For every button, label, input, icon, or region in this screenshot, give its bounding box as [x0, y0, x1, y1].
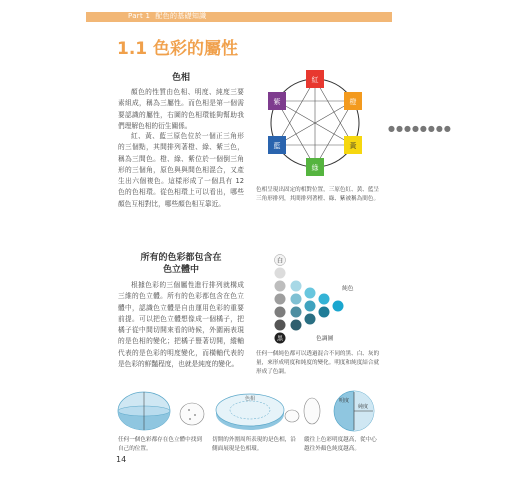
solid-heading-line-1: 所有的色彩都包含在: [140, 253, 222, 263]
pure-color-dot: [333, 301, 344, 312]
tone-grid: [291, 281, 344, 331]
hue-heading: 色相: [171, 73, 190, 83]
label-hue: 色相: [244, 396, 256, 402]
orange-half-illustration: [304, 398, 320, 424]
running-header: [128, 11, 206, 21]
swatch-purple: [268, 92, 286, 110]
solid-heading-line-2: 色立體中: [162, 265, 199, 275]
label-lightness: 明度: [338, 398, 349, 404]
hue-caption: 色相呈現出固定的相對位置，三原色紅、黃、藍呈三角形排列，其間排列著橙、綠、紫被稱為間色。: [256, 187, 380, 202]
swatch-orange: [344, 92, 362, 110]
page-number: 14: [116, 455, 127, 464]
label-green: 綠: [311, 164, 319, 172]
section-heading: [117, 34, 238, 59]
hue-paragraph-1: 顏色的性質由色相、明度、純度三要素組成，稱為三屬性。而色相是第一個需要認識的屬性，右圖的色相環能夠幫助我們理解色相的衍生關係。: [118, 88, 244, 130]
section-number: 1.1: [117, 39, 148, 59]
solid-caption: 任何一個純色都可以透過混合不同的黑、白、灰的量，來形成明度和純度的變化。明度和純度結合就形成了色調。: [256, 351, 380, 375]
grayscale-column: [275, 255, 286, 344]
part-label: Part 1: [128, 12, 151, 20]
label-red: 紅: [311, 76, 319, 84]
diagram-caption-3: 縱往上色彩明度越高，從中心越往外顏色純度越高。: [304, 437, 377, 452]
hue-wheel-diagram: [255, 68, 383, 184]
label-white: 白: [276, 257, 284, 265]
label-black: 黑: [276, 335, 284, 343]
diagram-caption-1: 任何一個色彩都存在色立體中找到自己的位置。: [118, 437, 202, 452]
swatch-blue: [268, 136, 286, 154]
swatch-yellow: [344, 136, 362, 154]
solid-heading: [118, 252, 244, 276]
swatch-red: [306, 70, 324, 88]
label-orange: 橙: [349, 98, 357, 106]
solid-paragraph: 根據色彩的三個屬性進行排列就構成三維的色立體。所有的色彩都包含在色立體中，認識色立體是自由運用色彩的重要前提。可以把色立體想像成一個橘子，把橘子從中間切開來看的時候，外圍兩表現的是色相的變化；把橘子豎著切開，縱軸代表的是色彩的明度變化，而橫軸代表的是色彩的鮮豔程度，也就是純度的變化。: [118, 281, 244, 369]
label-blue: 藍: [273, 142, 281, 150]
hue-cross-section-diagram: [212, 390, 300, 432]
label-chroma-axis: 純度: [357, 404, 369, 410]
decorative-dots: ●●●●●●●●: [388, 124, 452, 133]
orange-slice-illustration: [285, 410, 299, 422]
diagram-caption-2: 切開的外圍周所表現的是色相，沿側面展現是色相環。: [212, 437, 296, 452]
orange-illustration: [180, 403, 204, 425]
hue-paragraph-2: 紅、黃、藍三原色位於一個正三角形的三個點，其間排列著橙、綠、紫三色，稱為三間色。橙、綠、紫位於一個倒三角形的三個角，原色與與間色相混合，又產生出六個複色。這樣形成了一個具有 12 色的色相環。從色相環上可以看出，哪些顏色互相對比，哪些顏色相互靠近。: [118, 132, 244, 208]
tone-diagram: [262, 252, 377, 344]
lightness-chroma-diagram: [302, 390, 382, 432]
label-purple: 紫: [273, 98, 281, 106]
swatch-green: [306, 158, 324, 176]
label-yellow: 黃: [349, 142, 357, 150]
label-tone: 色調圖: [316, 336, 334, 342]
chapter-title: 配色的基礎知識: [155, 12, 207, 20]
label-chroma: 純色: [342, 286, 354, 292]
color-solid-sphere-diagram: [116, 390, 208, 432]
section-title: 色彩的屬性: [153, 39, 239, 59]
